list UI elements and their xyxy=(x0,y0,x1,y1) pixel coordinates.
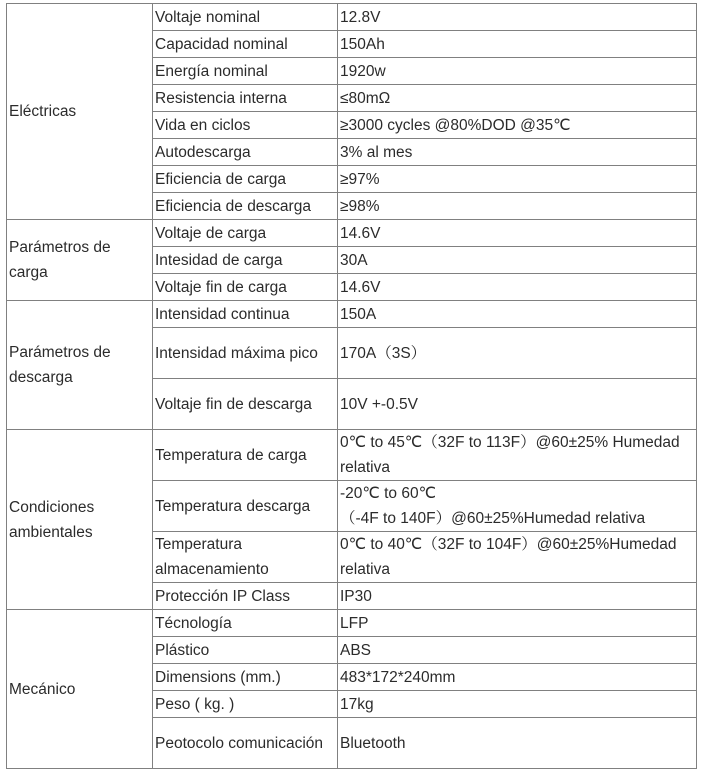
param-cell: Voltaje fin de descarga xyxy=(153,379,338,430)
param-cell: Voltaje fin de carga xyxy=(153,274,338,301)
value-cell: 150A xyxy=(338,301,697,328)
value-cell: ≥98% xyxy=(338,193,697,220)
value-cell: IP30 xyxy=(338,583,697,610)
value-cell xyxy=(338,481,697,532)
param-cell: Intensidad continua xyxy=(153,301,338,328)
value-cell: 150Ah xyxy=(338,31,697,58)
value-cell: 0℃ to 40℃（32F to 104F）@60±25%Humedad relativa xyxy=(338,532,697,583)
value-cell: ABS xyxy=(338,637,697,664)
value-cell: LFP xyxy=(338,610,697,637)
param-cell: Energía nominal xyxy=(153,58,338,85)
param-cell: Resistencia interna xyxy=(153,85,338,112)
value-cell: 170A（3S） xyxy=(338,328,697,379)
group-label-condiciones-ambientales: Condiciones ambientales xyxy=(7,430,153,610)
param-cell: Técnología xyxy=(153,610,338,637)
param-cell: Intensidad máxima pico xyxy=(153,328,338,379)
param-cell: Temperatura de carga xyxy=(153,430,338,481)
value-cell: ≤80mΩ xyxy=(338,85,697,112)
value-cell: 10V +-0.5V xyxy=(338,379,697,430)
value-cell: 0℃ to 45℃（32F to 113F）@60±25% Humedad relativa xyxy=(338,430,697,481)
param-cell: Intesidad de carga xyxy=(153,247,338,274)
value-cell: 14.6V xyxy=(338,220,697,247)
value-line: -20℃ to 60℃ xyxy=(340,485,436,502)
table-row xyxy=(7,220,697,247)
param-cell: Vida en ciclos xyxy=(153,112,338,139)
param-cell: Capacidad nominal xyxy=(153,31,338,58)
param-cell: Eficiencia de descarga xyxy=(153,193,338,220)
param-cell: Eficiencia de carga xyxy=(153,166,338,193)
param-cell: Peotocolo comunicación xyxy=(153,718,338,769)
value-cell: 12.8V xyxy=(338,4,697,31)
group-label-parametros-descarga: Parámetros de descarga xyxy=(7,301,153,430)
table-row xyxy=(7,4,697,31)
value-cell: 1920w xyxy=(338,58,697,85)
value-line: （-4F to 140F）@60±25%Humedad relativa xyxy=(340,510,646,527)
table-row xyxy=(7,430,697,481)
group-label-electricas: Eléctricas xyxy=(7,4,153,220)
param-cell: Dimensions (mm.) xyxy=(153,664,338,691)
value-cell: 17kg xyxy=(338,691,697,718)
table-row xyxy=(7,301,697,328)
value-cell: 14.6V xyxy=(338,274,697,301)
param-cell: Autodescarga xyxy=(153,139,338,166)
param-cell: Voltaje nominal xyxy=(153,4,338,31)
table-row xyxy=(7,610,697,637)
spec-table xyxy=(6,3,697,769)
param-cell: Peso ( kg. ) xyxy=(153,691,338,718)
value-cell: ≥3000 cycles @80%DOD @35℃ xyxy=(338,112,697,139)
param-cell: Temperatura descarga xyxy=(153,481,338,532)
param-cell: Voltaje de carga xyxy=(153,220,338,247)
group-label-mecanico: Mecánico xyxy=(7,610,153,769)
group-label-parametros-carga: Parámetros de carga xyxy=(7,220,153,301)
value-cell: Bluetooth xyxy=(338,718,697,769)
param-cell: Temperatura almacenamiento xyxy=(153,532,338,583)
value-cell: ≥97% xyxy=(338,166,697,193)
param-cell: Plástico xyxy=(153,637,338,664)
value-cell: 3% al mes xyxy=(338,139,697,166)
value-cell: 30A xyxy=(338,247,697,274)
param-cell: Protección IP Class xyxy=(153,583,338,610)
value-cell: 483*172*240mm xyxy=(338,664,697,691)
